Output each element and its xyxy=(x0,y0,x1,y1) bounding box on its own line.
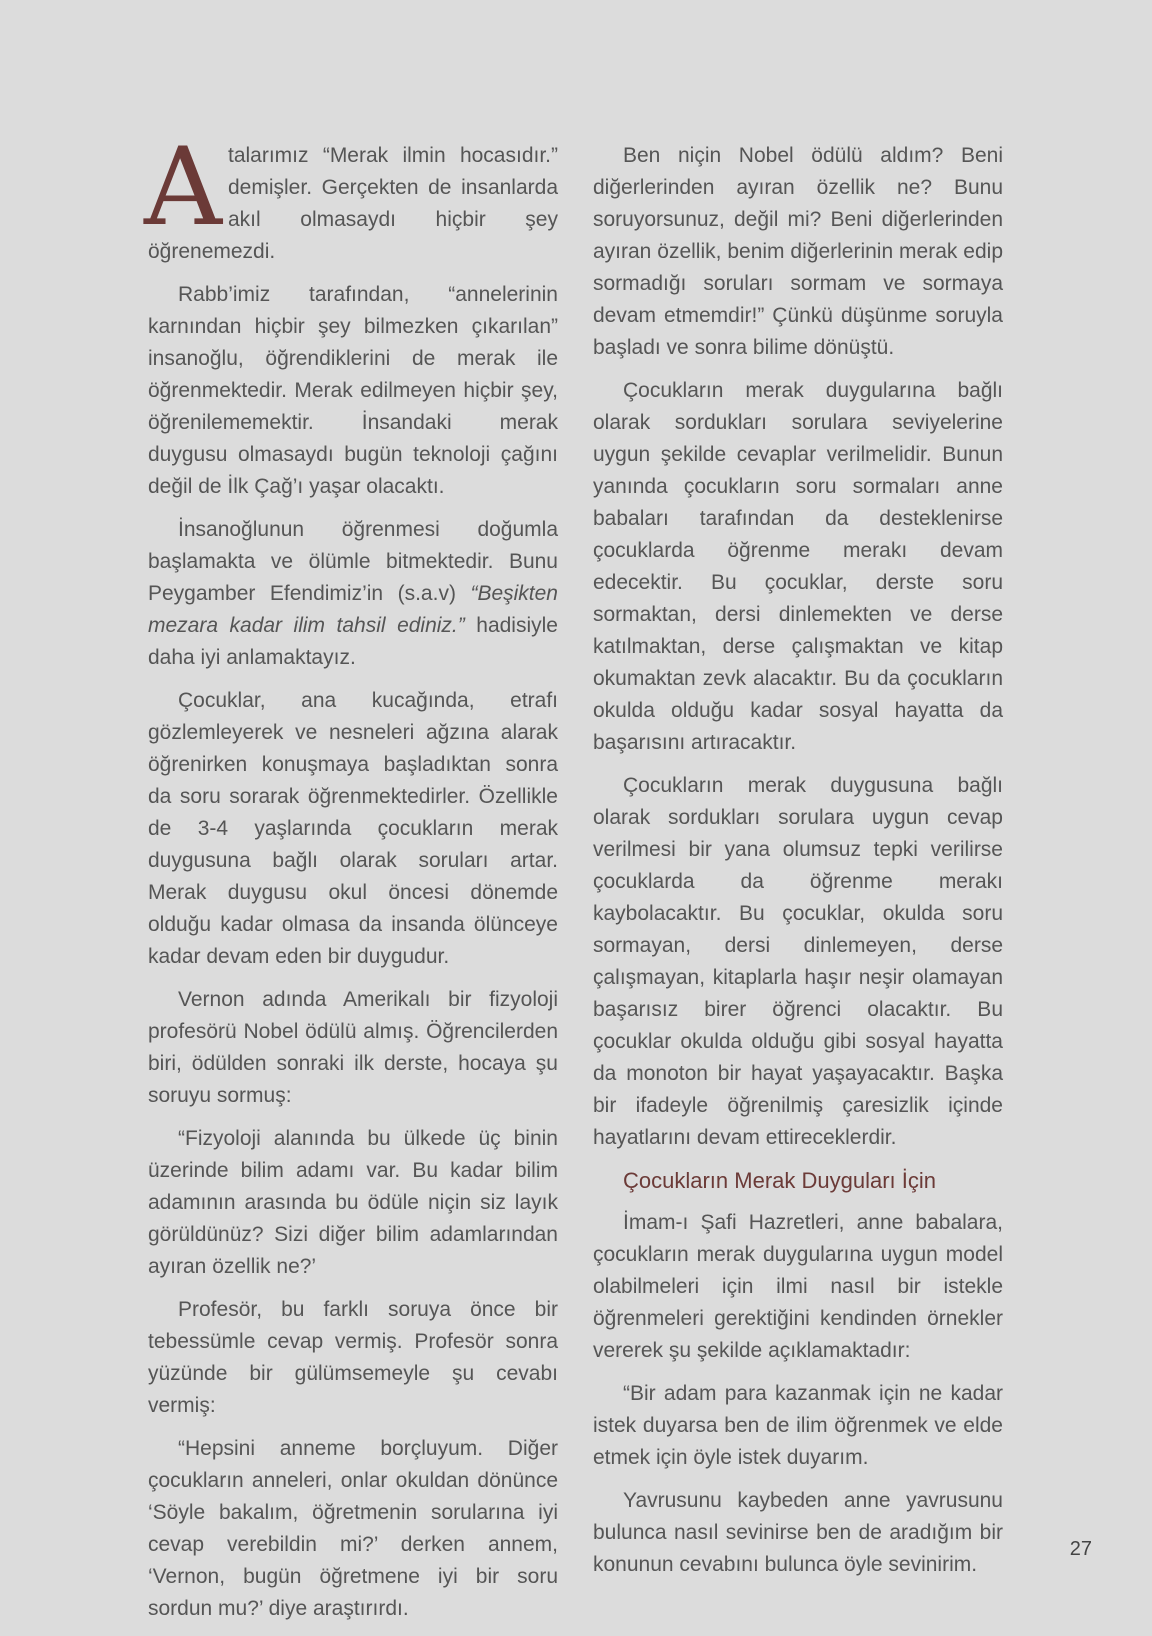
right-column xyxy=(593,140,1003,1592)
paragraph-3-text-a: İnsanoğlunun öğrenmesi doğumla başlamakta ve ölümle bitmektedir. Bunu Peygamber Efendimiz’in (s.a.v) xyxy=(148,518,558,605)
drop-cap: A xyxy=(144,125,222,250)
paragraph-1 xyxy=(144,125,558,268)
section-heading: Çocukların Merak Duyguları İçin xyxy=(623,1168,937,1193)
paragraph-1-text: talarımız “Merak ilmin hocasıdır.” demişler. Gerçekten de insanlarda akıl olmasaydı hiçbir şey öğrenemezdi. xyxy=(148,144,558,263)
paragraph-14: Yavrusunu kaybeden anne yavrusunu bulunca nasıl sevinirse ben de aradığım bir konunun cevabını bulunca öyle sevinirim. xyxy=(593,1489,1003,1576)
paragraph-6-quote: “Fizyoloji alanında bu ülkede üç binin üzerinde bilim adamı var. Bu kadar bilim adamının arasında bu ödüle niçin siz layık görüldünüz? Sizi diğer bilim adamlarından ayıran özellik ne?’ xyxy=(148,1127,558,1278)
paragraph-5: Vernon adında Amerikalı bir fizyoloji profesörü Nobel ödülü almış. Öğrencilerden biri, ödülden sonraki ilk derste, hocaya şu soruyu sormuş: xyxy=(148,988,558,1107)
page-number: 27 xyxy=(1069,1538,1092,1560)
paragraph-3 xyxy=(148,514,558,674)
left-column xyxy=(144,125,558,1636)
paragraph-8-quote: “Hepsini anneme borçluyum. Diğer çocukların anneleri, onlar okuldan dönünce ‘Söyle bakalım, öğretmenin sorularına iyi cevap verebildin mi?’ derken annem, ‘Vernon, bugün öğretmene iyi bir soru sordun mu?’ diye araştırırdı. xyxy=(148,1437,558,1620)
hadith-quote: “Beşikten mezara kadar ilim tahsil ediniz.” xyxy=(148,582,558,637)
paragraph-4: Çocuklar, ana kucağında, etrafı gözlemleyerek ve nesneleri ağzına alarak öğrenirken konuşmaya başladıktan sonra da soru sorarak öğrenmektedirler. Özellikle de 3-4 yaşlarında çocukların merak duygusuna bağlı olarak soruları artar. Merak duygusu okul öncesi dönemde olduğu kadar olmasa da insanda ölünceye kadar devam eden bir duygudur. xyxy=(148,689,558,968)
paragraph-9: Ben niçin Nobel ödülü aldım? Beni diğerlerinden ayıran özellik ne? Bunu soruyorsunuz, değil mi? Beni diğerlerinden ayıran özellik, benim diğerlerinin merak edip sormadığı soruları sormam ve sormaya devam etmemdir!” Çünkü düşünme soruyla başladı ve sonra bilime dönüştü. xyxy=(593,144,1003,359)
paragraph-12: İmam-ı Şafi Hazretleri, anne babalara, çocukların merak duygularına uygun model olabilmeleri için ilmi nasıl bir istekle öğrenmeleri gerektiğini kendinden örnekler vererek şu şekilde açıklamaktadır: xyxy=(593,1211,1003,1362)
paragraph-11: Çocukların merak duygusuna bağlı olarak sordukları sorulara uygun cevap verilmesi bir yana olumsuz tepki verilirse çocuklarda da öğrenme merakı kaybolacaktır. Bu çocuklar, okulda soru sormayan, dersi dinlemeyen, derse çalışmayan, kitaplarla haşır neşir olamayan başarısız birer öğrenci olacaktır. Bu çocuklar okulda olduğu gibi sosyal hayatta da monoton bir hayat yaşayacaktır. Başka bir ifadeyle öğrenilmiş çaresizlik içinde hayatlarını devam ettireceklerdir. xyxy=(593,774,1003,1149)
paragraph-2: Rabb’imiz tarafından, “annelerinin karnından hiçbir şey bilmezken çıkarılan” insanoğlu, öğrendiklerini de merak ile öğrenmektedir. Merak edilmeyen hiçbir şey, öğrenilememektir. İnsandaki merak duygusu olmasaydı bugün teknoloji çağını değil de İlk Çağ’ı yaşar olacaktı. xyxy=(148,283,558,498)
paragraph-3-text-b: hadisiyle daha iyi anlamaktayız. xyxy=(148,614,558,669)
paragraph-13-quote: “Bir adam para kazanmak için ne kadar istek duyarsa ben de ilim öğrenmek ve elde etmek için öyle istek duyarım. xyxy=(593,1382,1003,1469)
paragraph-7: Profesör, bu farklı soruya önce bir tebessümle cevap vermiş. Profesör sonra yüzünde bir gülümsemeyle şu cevabı vermiş: xyxy=(148,1298,558,1417)
paragraph-10: Çocukların merak duygularına bağlı olarak sordukları sorulara seviyelerine uygun şekilde cevaplar verilmelidir. Bunun yanında çocukların soru sormaları anne babaları tarafından da desteklenirse çocuklarda öğrenme merakı devam edecektir. Bu çocuklar, derste soru sormaktan, dersi dinlemekten ve derse katılmaktan, derse çalışmaktan ve kitap okumaktan zevk alacaktır. Bu da çocukların okulda olduğu kadar sosyal hayatta da başarısını artıracaktır. xyxy=(593,379,1003,754)
